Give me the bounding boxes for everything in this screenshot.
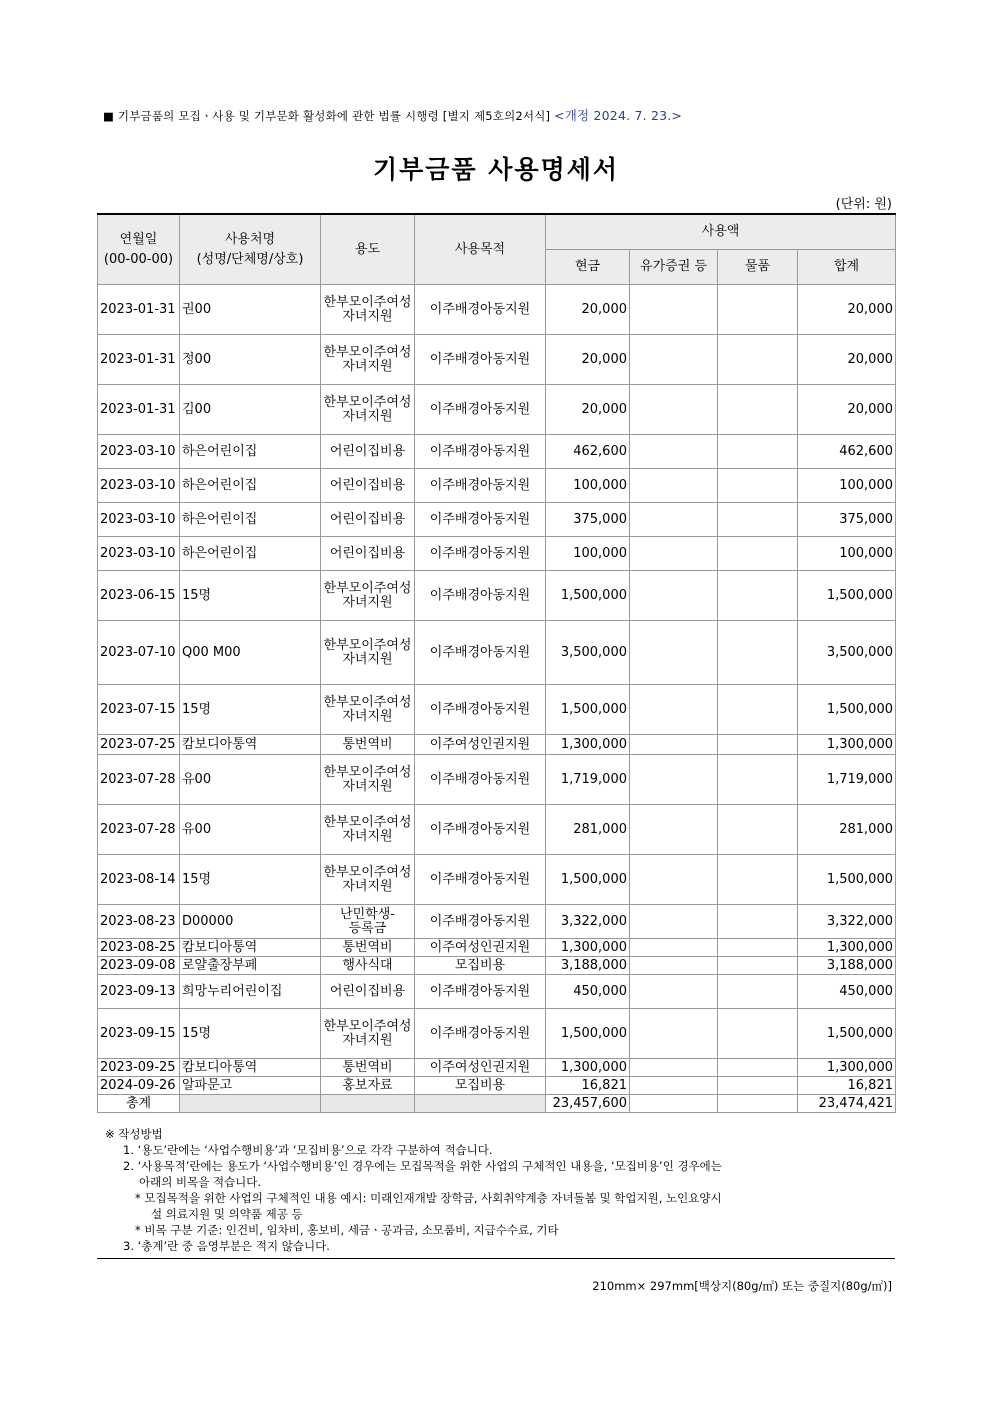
- row-name: 하은어린이집: [180, 537, 321, 571]
- row-date: 2023-03-10: [98, 503, 180, 537]
- row-use: 어린이집비용: [321, 469, 415, 503]
- row-goods: [718, 855, 798, 905]
- row-purpose: 모집비용: [415, 1077, 546, 1095]
- row-goods: [718, 1059, 798, 1077]
- row-date: 2023-03-10: [98, 435, 180, 469]
- row-date: 2023-09-15: [98, 1009, 180, 1059]
- row-securities: [630, 621, 718, 685]
- row-purpose: 이주배경아동지원: [415, 975, 546, 1009]
- row-cash: 1,500,000: [546, 1009, 630, 1059]
- row-purpose: 이주배경아동지원: [415, 435, 546, 469]
- header-date: [98, 214, 180, 285]
- note-2-cont: 아래의 비목을 적습니다.: [139, 1175, 262, 1189]
- row-total: 1,300,000: [798, 735, 896, 755]
- legal-basis-text: ■ 기부금품의 모집ㆍ사용 및 기부문화 활성화에 관한 법률 시행령 [별지 제5호의2서식]: [103, 109, 551, 123]
- total-shaded-cell: [321, 1095, 415, 1113]
- row-securities: [630, 503, 718, 537]
- row-name: 15명: [180, 1009, 321, 1059]
- row-cash: 281,000: [546, 805, 630, 855]
- unit-label: (단위: 원): [835, 197, 892, 212]
- legal-basis: [103, 106, 682, 124]
- table-row: [98, 939, 896, 957]
- row-goods: [718, 755, 798, 805]
- row-total: 1,500,000: [798, 855, 896, 905]
- row-total: 281,000: [798, 805, 896, 855]
- row-total: 100,000: [798, 469, 896, 503]
- row-total: 3,188,000: [798, 957, 896, 975]
- row-purpose: 이주배경아동지원: [415, 285, 546, 335]
- row-cash: 1,500,000: [546, 571, 630, 621]
- row-cash: 3,322,000: [546, 905, 630, 939]
- row-cash: 1,300,000: [546, 735, 630, 755]
- row-total: 20,000: [798, 285, 896, 335]
- row-date: 2023-03-10: [98, 469, 180, 503]
- row-date: 2023-07-25: [98, 735, 180, 755]
- note-2-example: * 모집목적을 위한 사업의 구체적인 내용 예시: 미래인재개발 장학금, 사회취약계층 자녀돌봄 및 학업지원, 노인요양시: [135, 1191, 722, 1205]
- row-name: 하은어린이집: [180, 503, 321, 537]
- row-total: 1,300,000: [798, 939, 896, 957]
- table-row: [98, 469, 896, 503]
- row-securities: [630, 469, 718, 503]
- row-use: 한부모이주여성 자녀지원: [321, 855, 415, 905]
- row-date: 2023-07-10: [98, 621, 180, 685]
- row-cash: 1,300,000: [546, 939, 630, 957]
- row-date: 2023-08-14: [98, 855, 180, 905]
- row-purpose: 이주배경아동지원: [415, 335, 546, 385]
- row-name: 15명: [180, 571, 321, 621]
- row-purpose: 이주여성인권지원: [415, 1059, 546, 1077]
- row-use: 한부모이주여성 자녀지원: [321, 571, 415, 621]
- row-purpose: 이주배경아동지원: [415, 1009, 546, 1059]
- row-securities: [630, 975, 718, 1009]
- row-goods: [718, 805, 798, 855]
- row-securities: [630, 735, 718, 755]
- row-date: 2023-01-31: [98, 385, 180, 435]
- row-goods: [718, 435, 798, 469]
- row-goods: [718, 685, 798, 735]
- row-use: 난민학생-등록금: [321, 905, 415, 939]
- table-row: [98, 805, 896, 855]
- row-total: 3,500,000: [798, 621, 896, 685]
- header-name-line1: 사용처명: [224, 231, 276, 247]
- row-name: 캄보디아통역: [180, 939, 321, 957]
- note-2-categories: * 비목 구분 기준: 인건비, 임차비, 홍보비, 세금ㆍ공과금, 소모품비, 지급수수료, 기타: [135, 1223, 559, 1237]
- table-row: [98, 755, 896, 805]
- row-goods: [718, 975, 798, 1009]
- row-purpose: 이주배경아동지원: [415, 385, 546, 435]
- row-name: 정00: [180, 335, 321, 385]
- note-2: 2. ‘사용목적’란에는 용도가 ‘사업수행비용’인 경우에는 모집목적을 위한 사업의 구체적인 내용을, ‘모집비용’인 경우에는: [123, 1159, 722, 1173]
- table-row: [98, 735, 896, 755]
- row-goods: [718, 735, 798, 755]
- table-row: [98, 621, 896, 685]
- table-row: [98, 855, 896, 905]
- table-row: [98, 435, 896, 469]
- row-total: 3,322,000: [798, 905, 896, 939]
- row-securities: [630, 537, 718, 571]
- row-date: 2023-09-25: [98, 1059, 180, 1077]
- header-date-line2: (00-00-00): [103, 251, 174, 267]
- notes-section: [105, 1126, 895, 1254]
- row-total: 1,500,000: [798, 1009, 896, 1059]
- total-label: 총계: [98, 1095, 180, 1113]
- row-securities: [630, 685, 718, 735]
- row-securities: [630, 335, 718, 385]
- row-name: 15명: [180, 855, 321, 905]
- row-cash: 16,821: [546, 1077, 630, 1095]
- row-name: 권00: [180, 285, 321, 335]
- total-securities: [630, 1095, 718, 1113]
- row-date: 2023-03-10: [98, 537, 180, 571]
- row-total: 462,600: [798, 435, 896, 469]
- row-goods: [718, 469, 798, 503]
- row-goods: [718, 957, 798, 975]
- row-securities: [630, 435, 718, 469]
- table-row: [98, 385, 896, 435]
- header-name-line2: (성명/단체명/상호): [196, 251, 304, 267]
- row-cash: 20,000: [546, 335, 630, 385]
- row-total: 375,000: [798, 503, 896, 537]
- revision-date: <개정 2024. 7. 23.>: [554, 108, 683, 123]
- row-total: 16,821: [798, 1077, 896, 1095]
- row-purpose: 이주여성인권지원: [415, 735, 546, 755]
- row-date: 2023-07-28: [98, 755, 180, 805]
- row-name: 캄보디아통역: [180, 735, 321, 755]
- header-securities: 유가증권 등: [630, 250, 718, 285]
- row-purpose: 이주여성인권지원: [415, 939, 546, 957]
- row-use: 어린이집비용: [321, 503, 415, 537]
- row-goods: [718, 1009, 798, 1059]
- row-goods: [718, 285, 798, 335]
- row-cash: 1,500,000: [546, 855, 630, 905]
- table-row: [98, 335, 896, 385]
- row-use: 한부모이주여성 자녀지원: [321, 755, 415, 805]
- row-use: 한부모이주여성 자녀지원: [321, 685, 415, 735]
- row-name: 알파문고: [180, 1077, 321, 1095]
- row-use: 한부모이주여성 자녀지원: [321, 1009, 415, 1059]
- row-purpose: 이주배경아동지원: [415, 621, 546, 685]
- total-goods: [718, 1095, 798, 1113]
- row-securities: [630, 755, 718, 805]
- row-use: 어린이집비용: [321, 537, 415, 571]
- row-date: 2023-09-08: [98, 957, 180, 975]
- row-goods: [718, 385, 798, 435]
- row-name: D00000: [180, 905, 321, 939]
- page-title: 기부금품 사용명세서: [372, 155, 620, 184]
- row-cash: 375,000: [546, 503, 630, 537]
- row-goods: [718, 571, 798, 621]
- row-goods: [718, 1077, 798, 1095]
- table-row: [98, 1059, 896, 1077]
- row-cash: 1,719,000: [546, 755, 630, 805]
- table-row: [98, 571, 896, 621]
- row-date: 2023-08-25: [98, 939, 180, 957]
- row-goods: [718, 905, 798, 939]
- row-purpose: 이주배경아동지원: [415, 537, 546, 571]
- header-use: 용도: [321, 214, 415, 285]
- row-name: 캄보디아통역: [180, 1059, 321, 1077]
- row-goods: [718, 335, 798, 385]
- paper-spec: 210mm× 297mm[백상지(80g/㎡) 또는 중질지(80g/㎡)]: [592, 1279, 892, 1293]
- row-name: 로얄출장부페: [180, 957, 321, 975]
- footer-divider: [97, 1258, 895, 1259]
- row-securities: [630, 957, 718, 975]
- header-purpose: 사용목적: [415, 214, 546, 285]
- row-date: 2023-06-15: [98, 571, 180, 621]
- total-cash: 23,457,600: [546, 1095, 630, 1113]
- table-row: [98, 685, 896, 735]
- row-purpose: 모집비용: [415, 957, 546, 975]
- row-date: 2023-01-31: [98, 335, 180, 385]
- row-use: 통번역비: [321, 735, 415, 755]
- row-total: 100,000: [798, 537, 896, 571]
- header-date-line1: 연월일: [119, 231, 158, 247]
- row-cash: 1,300,000: [546, 1059, 630, 1077]
- row-purpose: 이주배경아동지원: [415, 855, 546, 905]
- total-shaded-cell: [180, 1095, 321, 1113]
- row-cash: 462,600: [546, 435, 630, 469]
- row-date: 2023-01-31: [98, 285, 180, 335]
- table-row: [98, 503, 896, 537]
- row-total: 20,000: [798, 385, 896, 435]
- table-row: [98, 1009, 896, 1059]
- note-1: 1. ‘용도’란에는 ‘사업수행비용’과 ‘모집비용’으로 각각 구분하여 적습니다.: [123, 1143, 493, 1157]
- row-purpose: 이주배경아동지원: [415, 503, 546, 537]
- row-use: 한부모이주여성 자녀지원: [321, 385, 415, 435]
- row-securities: [630, 385, 718, 435]
- row-date: 2023-07-28: [98, 805, 180, 855]
- total-row: [98, 1095, 896, 1113]
- row-name: 하은어린이집: [180, 469, 321, 503]
- row-total: 1,500,000: [798, 571, 896, 621]
- row-securities: [630, 285, 718, 335]
- total-sum: 23,474,421: [798, 1095, 896, 1113]
- row-securities: [630, 805, 718, 855]
- row-name: Q00 M00: [180, 621, 321, 685]
- row-securities: [630, 939, 718, 957]
- row-purpose: 이주배경아동지원: [415, 469, 546, 503]
- row-date: 2023-08-23: [98, 905, 180, 939]
- row-use: 행사식대: [321, 957, 415, 975]
- notes-heading: ※ 작성방법: [105, 1127, 163, 1141]
- row-name: 유00: [180, 755, 321, 805]
- header-amount: 사용액: [546, 214, 896, 250]
- row-purpose: 이주배경아동지원: [415, 685, 546, 735]
- usage-table: [97, 213, 896, 1113]
- note-2-example-cont: 설 의료지원 및 의약품 제공 등: [151, 1207, 303, 1221]
- table-row: [98, 957, 896, 975]
- table-row: [98, 975, 896, 1009]
- table-row: [98, 537, 896, 571]
- row-name: 희망누리어린이집: [180, 975, 321, 1009]
- row-total: 1,300,000: [798, 1059, 896, 1077]
- row-cash: 450,000: [546, 975, 630, 1009]
- row-cash: 100,000: [546, 469, 630, 503]
- row-securities: [630, 855, 718, 905]
- row-use: 어린이집비용: [321, 975, 415, 1009]
- row-purpose: 이주배경아동지원: [415, 905, 546, 939]
- row-purpose: 이주배경아동지원: [415, 571, 546, 621]
- table-body: [98, 285, 896, 1095]
- row-cash: 100,000: [546, 537, 630, 571]
- row-use: 한부모이주여성 자녀지원: [321, 285, 415, 335]
- row-cash: 3,188,000: [546, 957, 630, 975]
- row-goods: [718, 621, 798, 685]
- header-goods: 물품: [718, 250, 798, 285]
- row-goods: [718, 939, 798, 957]
- row-use: 한부모이주여성 자녀지원: [321, 805, 415, 855]
- row-name: 하은어린이집: [180, 435, 321, 469]
- table-row: [98, 285, 896, 335]
- row-date: 2023-07-15: [98, 685, 180, 735]
- row-use: 한부모이주여성 자녀지원: [321, 621, 415, 685]
- row-total: 450,000: [798, 975, 896, 1009]
- row-name: 15명: [180, 685, 321, 735]
- row-securities: [630, 1009, 718, 1059]
- header-cash: 현금: [546, 250, 630, 285]
- header-name: [180, 214, 321, 285]
- row-cash: 20,000: [546, 285, 630, 335]
- row-use: 어린이집비용: [321, 435, 415, 469]
- row-use: 한부모이주여성 자녀지원: [321, 335, 415, 385]
- row-securities: [630, 905, 718, 939]
- row-name: 유00: [180, 805, 321, 855]
- header-total: 합계: [798, 250, 896, 285]
- row-total: 1,719,000: [798, 755, 896, 805]
- table-row: [98, 1077, 896, 1095]
- row-cash: 1,500,000: [546, 685, 630, 735]
- row-total: 20,000: [798, 335, 896, 385]
- row-securities: [630, 1059, 718, 1077]
- total-shaded-cell: [415, 1095, 546, 1113]
- row-use: 통번역비: [321, 1059, 415, 1077]
- row-name: 김00: [180, 385, 321, 435]
- table-row: [98, 905, 896, 939]
- row-date: 2023-09-13: [98, 975, 180, 1009]
- row-securities: [630, 1077, 718, 1095]
- row-cash: 3,500,000: [546, 621, 630, 685]
- row-goods: [718, 503, 798, 537]
- row-cash: 20,000: [546, 385, 630, 435]
- row-goods: [718, 537, 798, 571]
- row-purpose: 이주배경아동지원: [415, 805, 546, 855]
- row-use: 홍보자료: [321, 1077, 415, 1095]
- row-date: 2024-09-26: [98, 1077, 180, 1095]
- note-3: 3. ‘총계’란 중 음영부분은 적지 않습니다.: [123, 1239, 330, 1253]
- row-use: 통번역비: [321, 939, 415, 957]
- row-purpose: 이주배경아동지원: [415, 755, 546, 805]
- row-securities: [630, 571, 718, 621]
- row-total: 1,500,000: [798, 685, 896, 735]
